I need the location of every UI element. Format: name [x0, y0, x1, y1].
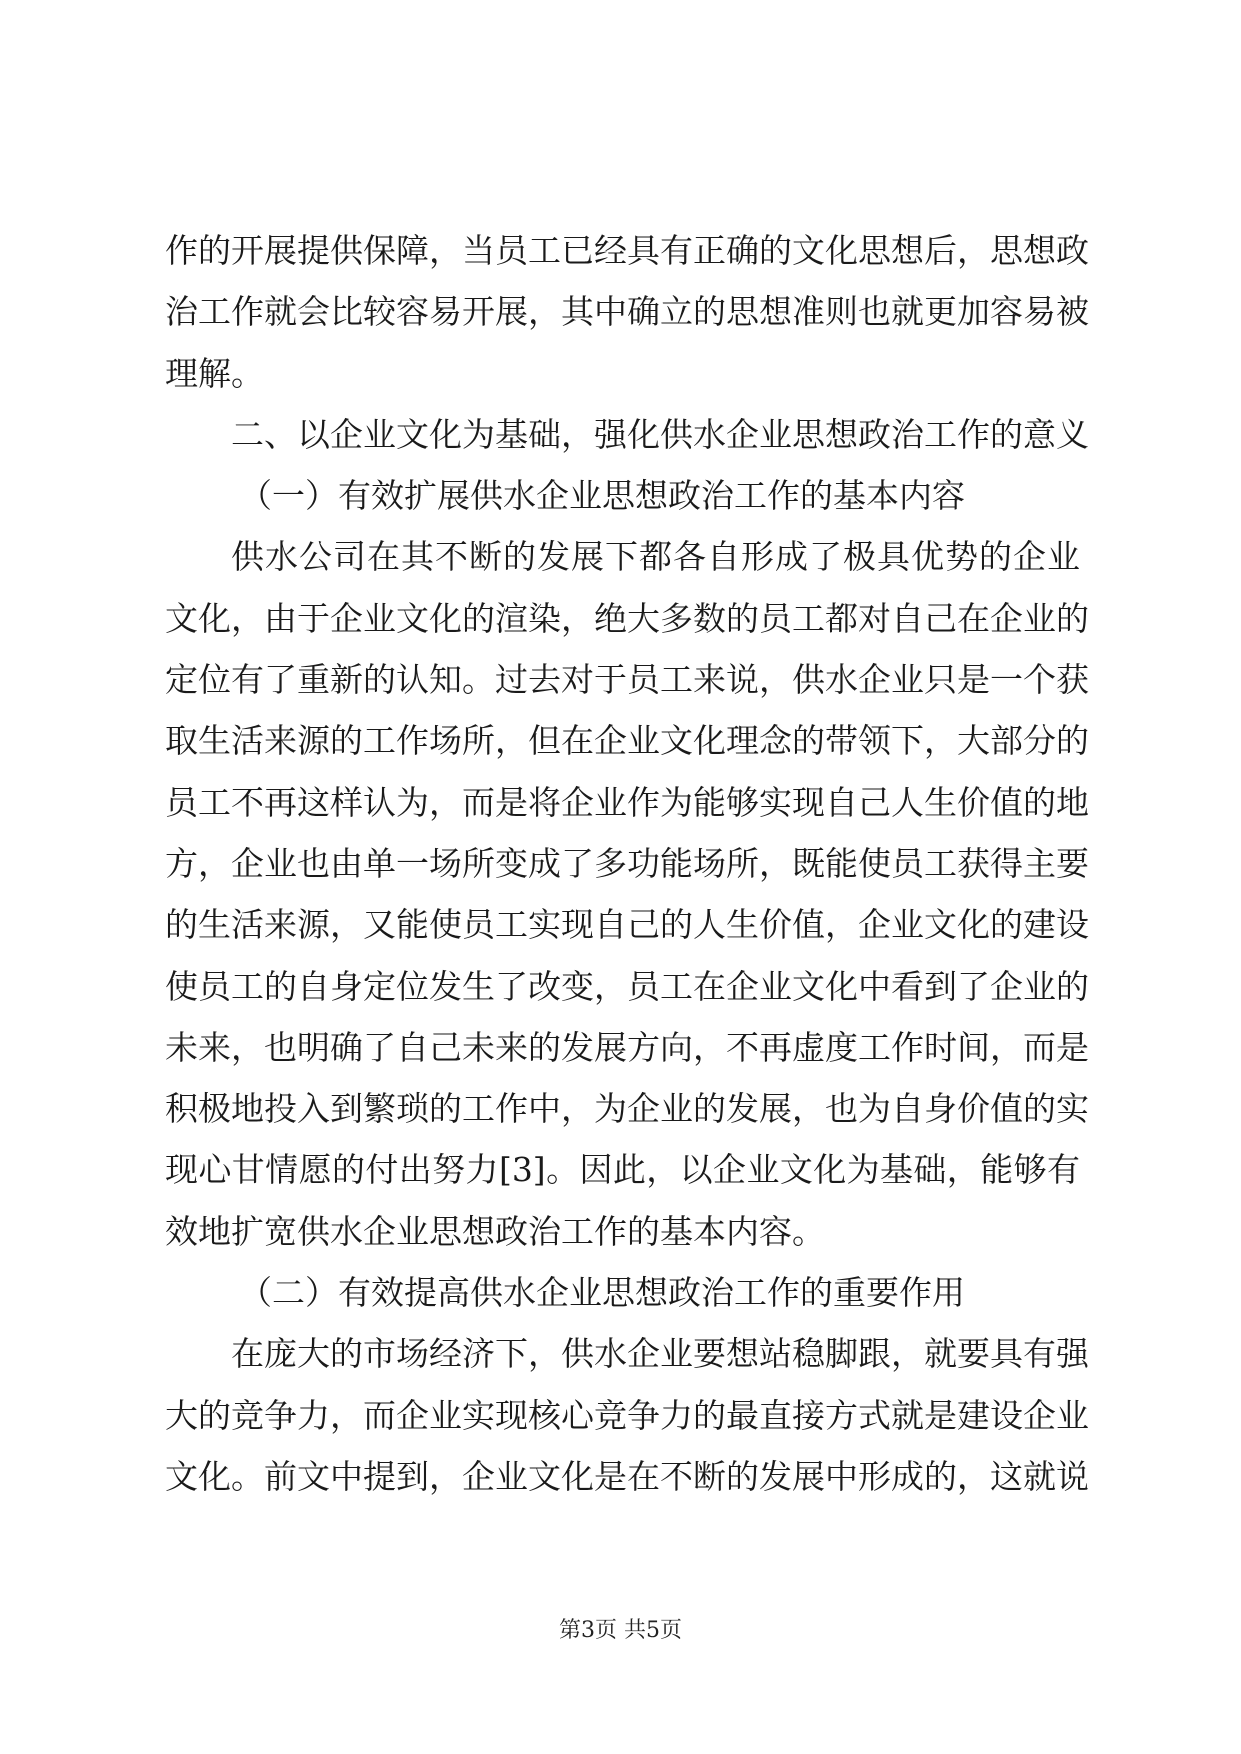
subsection-heading: （二）有效提高供水企业思想政治工作的重要作用 [239, 1273, 965, 1313]
document-body [165, 220, 1089, 1507]
text-line: 文化，由于企业文化的渲染，绝大多数的员工都对自己在企业的 [165, 598, 1089, 638]
text-line: 未来，也明确了自己未来的发展方向，不再虚度工作时间，而是 [165, 1027, 1089, 1067]
text-line: 使员工的自身定位发生了改变，员工在企业文化中看到了企业的 [165, 966, 1089, 1006]
text-line: 大的竞争力，而企业实现核心竞争力的最直接方式就是建设企业 [165, 1395, 1089, 1435]
text-line: 员工不再这样认为，而是将企业作为能够实现自己人生价值的地 [165, 782, 1089, 822]
text-line: 取生活来源的工作场所，但在企业文化理念的带领下，大部分的 [165, 721, 1089, 761]
text-line: 治工作就会比较容易开展，其中确立的思想准则也就更加容易被 [165, 292, 1089, 332]
text-line: 在庞大的市场经济下，供水企业要想站稳脚跟，就要具有强 [231, 1334, 1089, 1374]
text-line: 方，企业也由单一场所变成了多功能场所，既能使员工获得主要 [165, 843, 1089, 883]
page-indicator: 第3页 共5页 [559, 1618, 682, 1643]
section-heading: 二、以企业文化为基础，强化供水企业思想政治工作的意义 [231, 414, 1089, 454]
text-line: 的生活来源，又能使员工实现自己的人生价值，企业文化的建设 [165, 905, 1089, 945]
text-line: 文化。前文中提到，企业文化是在不断的发展中形成的，这就说 [165, 1456, 1089, 1496]
page-footer [0, 1616, 1241, 1646]
text-line: 作的开展提供保障，当员工已经具有正确的文化思想后，思想政 [165, 231, 1089, 270]
text-line: 理解。 [165, 353, 264, 393]
text-line: 供水公司在其不断的发展下都各自形成了极具优势的企业 [231, 537, 1080, 577]
text-line: 定位有了重新的认知。过去对于员工来说，供水企业只是一个获 [165, 660, 1089, 700]
subsection-heading: （一）有效扩展供水企业思想政治工作的基本内容 [239, 476, 965, 516]
text-line: 效地扩宽供水企业思想政治工作的基本内容。 [165, 1211, 825, 1251]
text-line: 积极地投入到繁琐的工作中，为企业的发展，也为自身价值的实 [165, 1089, 1089, 1129]
text-line: 现心甘情愿的付出努力[3]。因此，以企业文化为基础，能够有 [165, 1150, 1080, 1190]
